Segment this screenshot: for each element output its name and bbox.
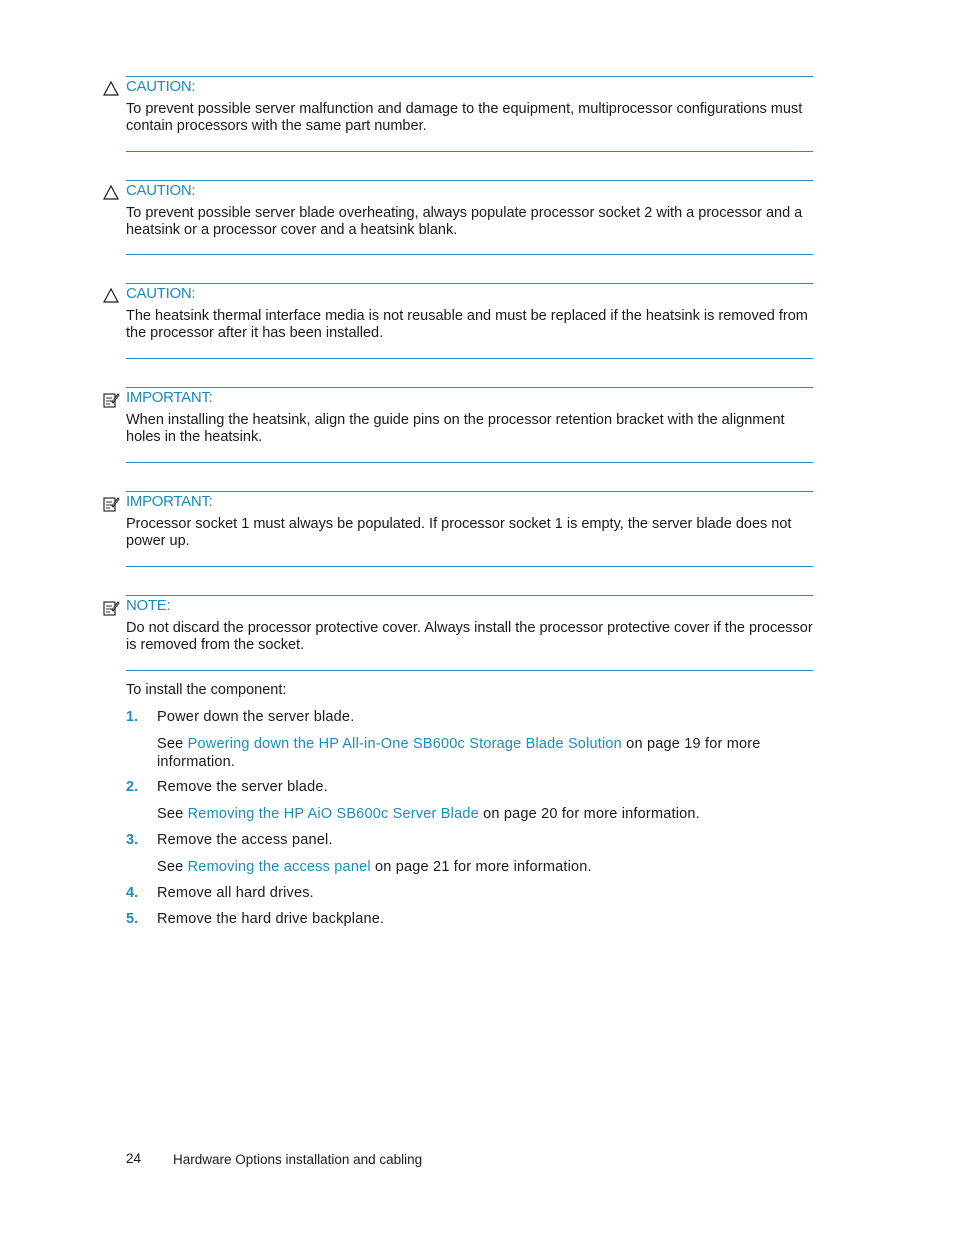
admonition-label: IMPORTANT:	[126, 389, 213, 406]
admonition-bottom-rule	[126, 670, 813, 671]
admonition-label: CAUTION:	[126, 78, 196, 95]
see-prefix: See	[157, 806, 188, 822]
step-number: 1.	[126, 709, 139, 725]
xref-link-removing-access-panel[interactable]: Removing the access panel	[187, 859, 371, 875]
see-suffix: on page 21 for more information.	[370, 859, 592, 875]
admonition-label: CAUTION:	[126, 182, 196, 199]
step-text: Power down the server blade.	[157, 709, 355, 725]
admonition-top-rule	[126, 283, 813, 284]
important-note-icon	[102, 391, 120, 409]
step-number: 2.	[126, 779, 139, 795]
admonition-text: To prevent possible server malfunction and damage to the equipment, multiprocessor configurations must contain processors with the same part number.	[126, 101, 803, 134]
admonition-text: When installing the heatsink, align the guide pins on the processor retention bracket with the alignment holes in the heatsink.	[126, 412, 785, 445]
caution-triangle-icon	[102, 80, 120, 98]
admonition-bottom-rule	[126, 151, 813, 152]
admonition-text: Processor socket 1 must always be populated. If processor socket 1 is empty, the server blade does not power up.	[126, 516, 792, 549]
step-text: Remove the hard drive backplane.	[157, 911, 385, 927]
step-number: 5.	[126, 911, 139, 927]
xref-link-removing-server-blade[interactable]: Removing the HP AiO SB600c Server Blade	[187, 806, 479, 822]
footer-section-title: Hardware Options installation and cabling	[173, 1152, 423, 1167]
admonition-text: To prevent possible server blade overheating, always populate processor socket 2 with a processor and a heatsink or a processor cover and a heatsink blank.	[126, 205, 803, 238]
step-text: Remove the access panel.	[157, 832, 333, 848]
admonition-bottom-rule	[126, 254, 813, 255]
step-number: 3.	[126, 832, 139, 848]
see-suffix: on page 19 for more information.	[157, 736, 761, 770]
admonition-label: NOTE:	[126, 597, 171, 614]
note-icon	[102, 599, 120, 617]
page-number: 24	[126, 1151, 142, 1166]
xref-link-powering-down[interactable]: Powering down the HP All-in-One SB600c Storage Blade Solution	[187, 736, 622, 752]
caution-triangle-icon	[102, 184, 120, 202]
admonition-top-rule	[126, 491, 813, 492]
admonition-text: The heatsink thermal interface media is not reusable and must be replaced if the heatsink is removed from the processor after it has been installed.	[126, 308, 808, 341]
admonition-top-rule	[126, 180, 813, 181]
step-reference	[157, 735, 787, 771]
caution-triangle-icon	[102, 287, 120, 305]
see-prefix: See	[157, 859, 188, 875]
admonition-label: IMPORTANT:	[126, 493, 213, 510]
admonition-bottom-rule	[126, 358, 813, 359]
procedure-intro: To install the component:	[126, 682, 287, 698]
step-text: Remove the server blade.	[157, 779, 328, 795]
see-suffix: on page 20 for more information.	[478, 806, 700, 822]
step-reference	[157, 805, 787, 823]
step-number: 4.	[126, 885, 139, 901]
step-reference	[157, 858, 787, 876]
see-prefix: See	[157, 736, 188, 752]
admonition-bottom-rule	[126, 566, 813, 567]
admonition-top-rule	[126, 387, 813, 388]
admonition-top-rule	[126, 76, 813, 77]
important-note-icon	[102, 495, 120, 513]
admonition-label: CAUTION:	[126, 285, 196, 302]
admonition-bottom-rule	[126, 462, 813, 463]
admonition-top-rule	[126, 595, 813, 596]
admonition-text: Do not discard the processor protective cover. Always install the processor protective cover if the processor is removed from the socket.	[126, 620, 813, 653]
step-text: Remove all hard drives.	[157, 885, 314, 901]
